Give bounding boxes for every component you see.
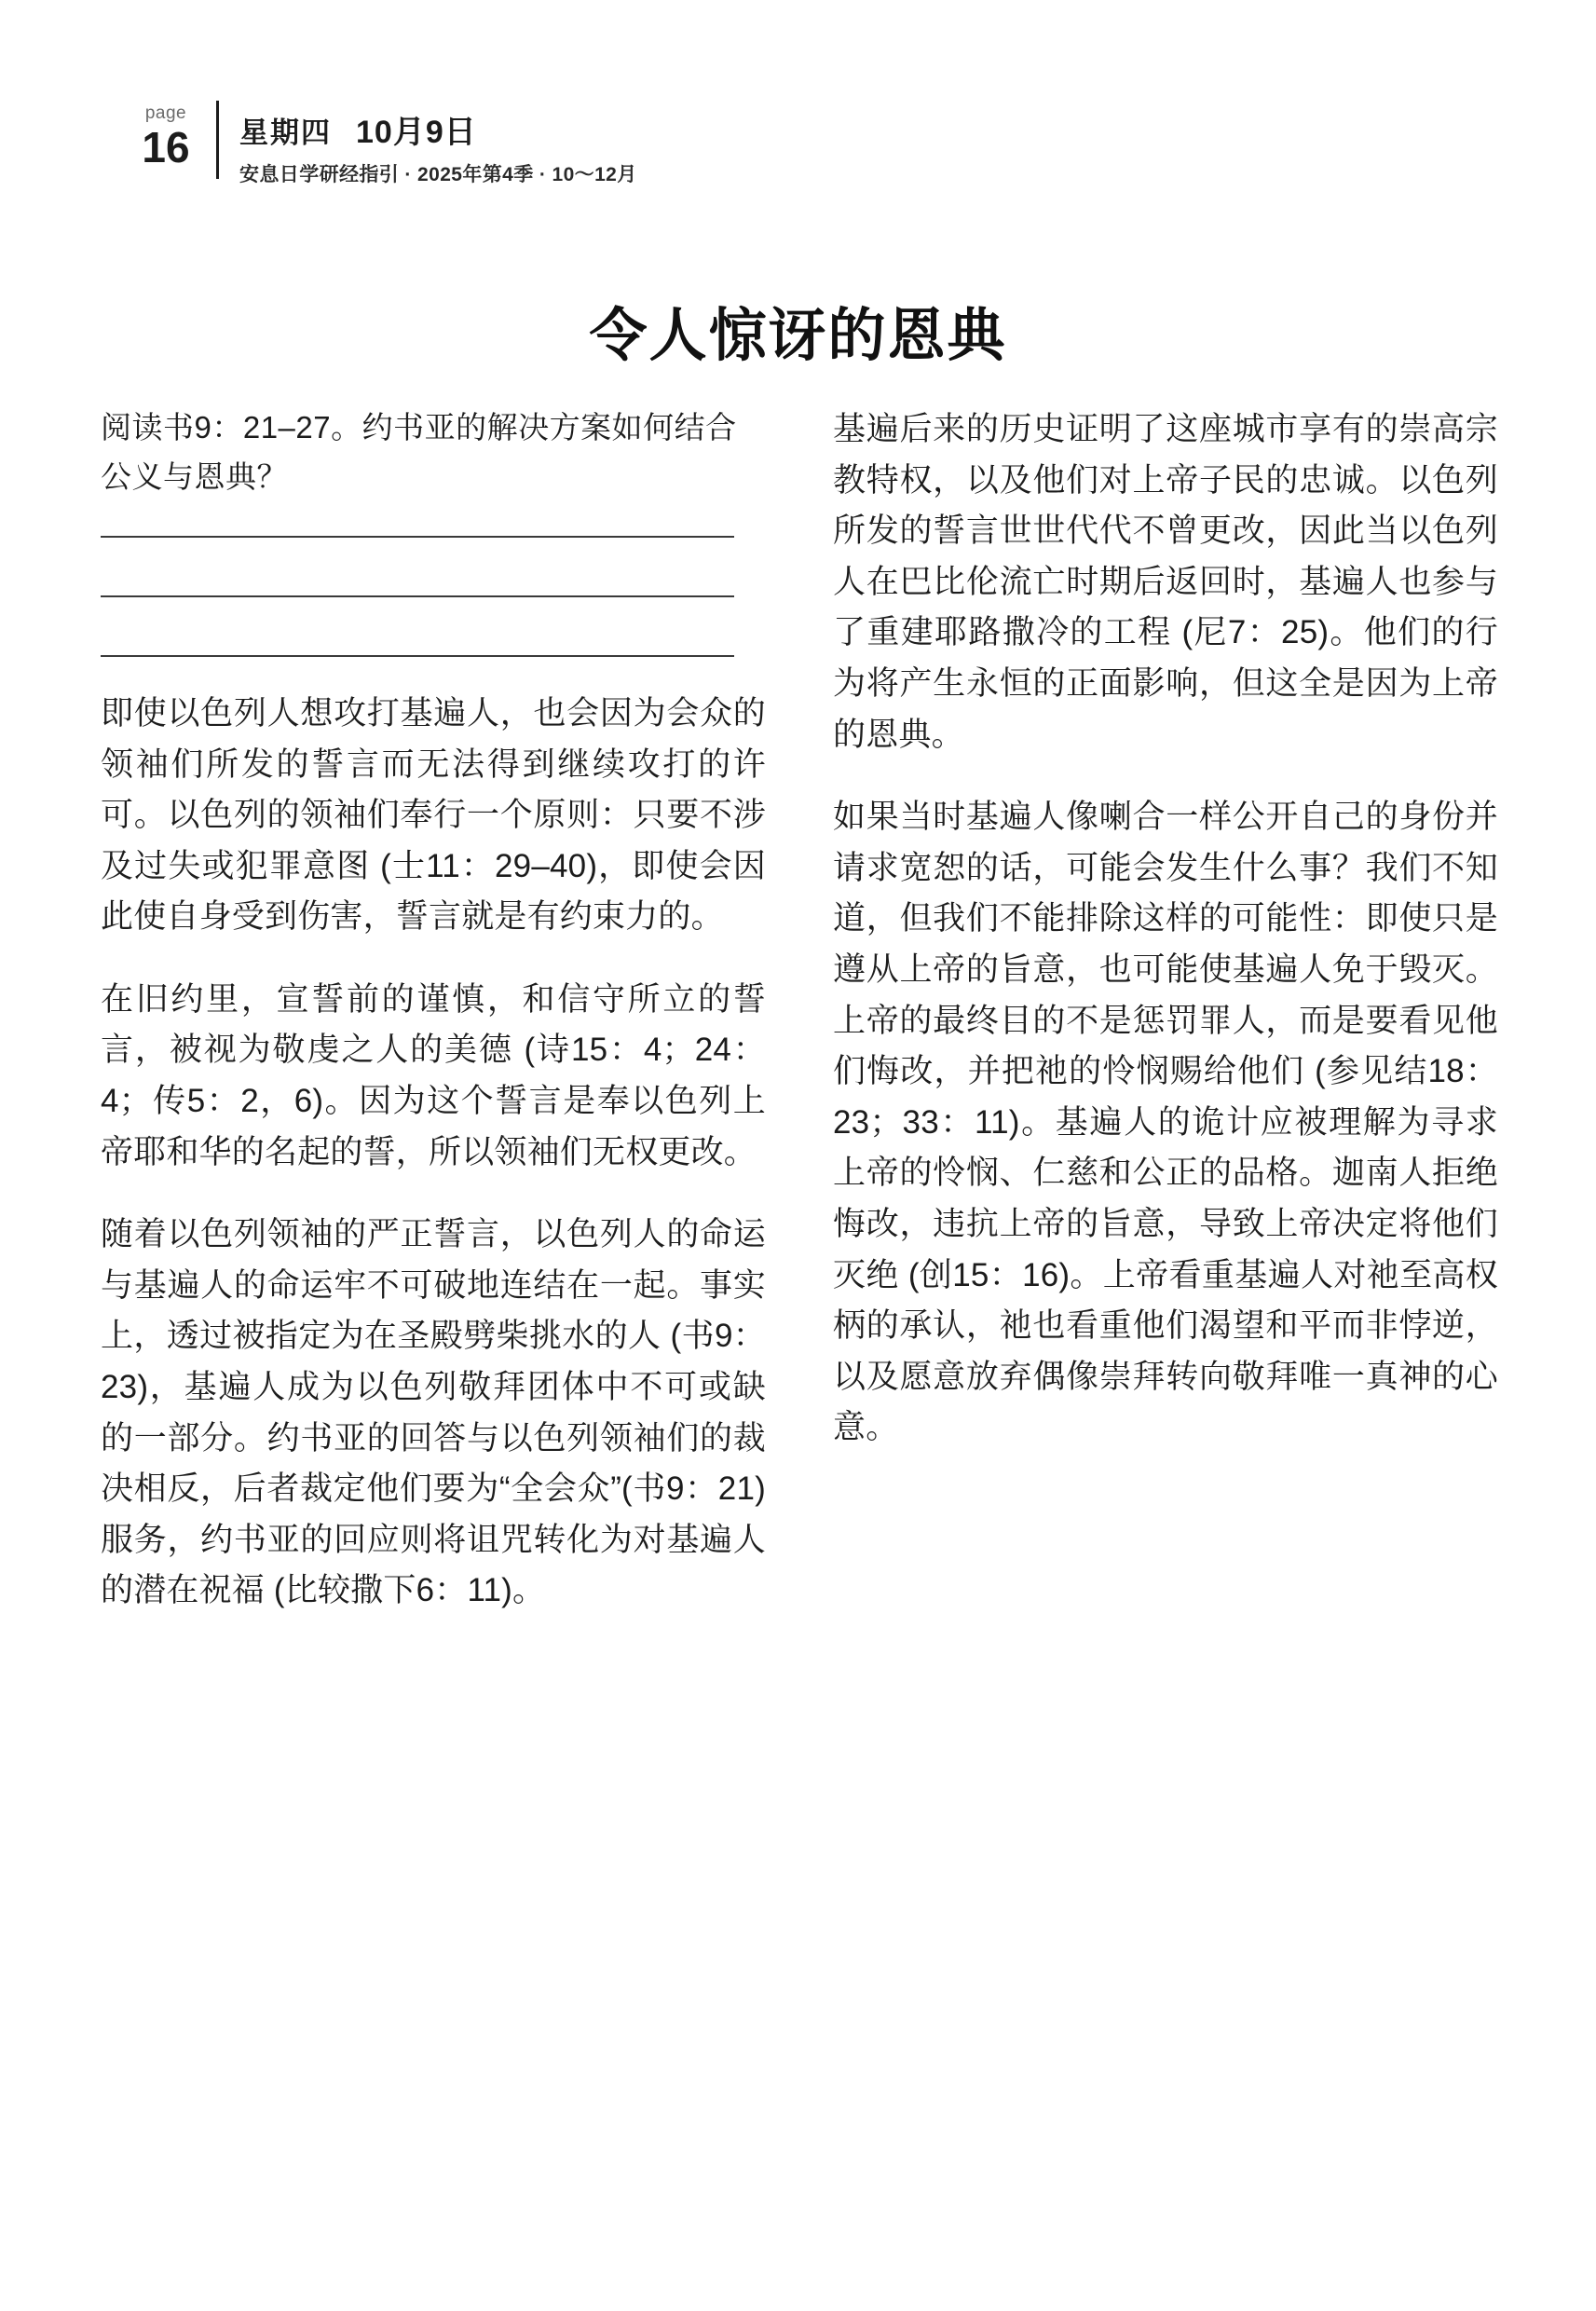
- weekday-label: 星期四: [239, 116, 332, 149]
- paragraph: 随着以色列领袖的严正誓言，以色列人的命运与基遍人的命运牢不可破地连结在一起。事实上，透过被指定为在圣殿劈柴挑水的人 (书9：23)，基遍人成为以色列敬拜团体中不可或缺的一部分。约书亚的回答与以色列领袖们的裁决相反，后者裁定他们要为“全会众”(书9：21) 服务，约书亚的回应则将诅咒转化为对基遍人的潜在祝福 (比较撒下6：11)。: [101, 1216, 766, 1609]
- answer-line-3[interactable]: [101, 655, 734, 657]
- paragraph: 如果当时基遍人像喇合一样公开自己的身份并请求宽恕的话，可能会发生什么事？我们不知道，但我们不能排除这样的可能性：即使只是遵从上帝的旨意，也可能使基遍人免于毁灭。上帝的最终目的不是惩罚罪人，而是要看见他们悔改，并把祂的怜悯赐给他们 (参见结18：23；33：11)。基遍人的诡计应被理解为寻求上帝的怜悯、仁慈和公正的品格。迦南人拒绝悔改，违抗上帝的旨意，导致上帝决定将他们灭绝 (创15：16)。上帝看重基遍人对祂至高权柄的承认，祂也看重他们渴望和平而非悖逆，以及愿意放弃偶像崇拜转向敬拜唯一真神的心意。: [833, 799, 1498, 1446]
- header-text: [239, 101, 637, 187]
- page-header: [121, 101, 637, 186]
- study-question: 阅读书9：21–27。约书亚的解决方案如何结合公义与恩典？: [101, 410, 737, 495]
- paragraph: 即使以色列人想攻打基遍人，也会因为会众的领袖们所发的誓言而无法得到继续攻打的许可。以色列的领袖们奉行一个原则：只要不涉及过失或犯罪意图 (士11：29–40)，即使会因此使自身受到伤害，誓言就是有约束力的。: [101, 694, 766, 936]
- date-label: 10月9日: [356, 115, 477, 150]
- header-divider: [216, 101, 219, 179]
- content-columns: [101, 403, 1498, 1617]
- left-column: [101, 403, 766, 1617]
- answer-line-2[interactable]: [101, 595, 734, 597]
- page-number: 16: [142, 123, 190, 171]
- paragraph: 基遍后来的历史证明了这座城市享有的崇高宗教特权，以及他们对上帝子民的忠诚。以色列所发的誓言世世代代不曾更改，因此当以色列人在巴比伦流亡时期后返回时，基遍人也参与了重建耶路撒冷的工程 (尼7：25)。他们的行为将产生永恒的正面影响，但这全是因为上帝的恩典。: [833, 411, 1498, 753]
- page-title: 令人惊讶的恩典: [589, 304, 1007, 368]
- header-subtitle: 安息日学研经指引 · 2025年第4季 · 10～12月: [239, 164, 637, 185]
- paragraph: 在旧约里，宣誓前的谨慎，和信守所立的誓言，被视为敬虔之人的美德 (诗15：4；24：4；传5：2，6)。因为这个誓言是奉以色列上帝耶和华的名起的誓，所以领袖们无权更改。: [101, 980, 766, 1170]
- page-label: page: [144, 103, 187, 123]
- right-column: [833, 403, 1498, 1617]
- header-date-line: [239, 106, 637, 152]
- page-number-block: [121, 101, 211, 169]
- answer-line-1[interactable]: [101, 536, 734, 538]
- answer-lines: [101, 536, 766, 657]
